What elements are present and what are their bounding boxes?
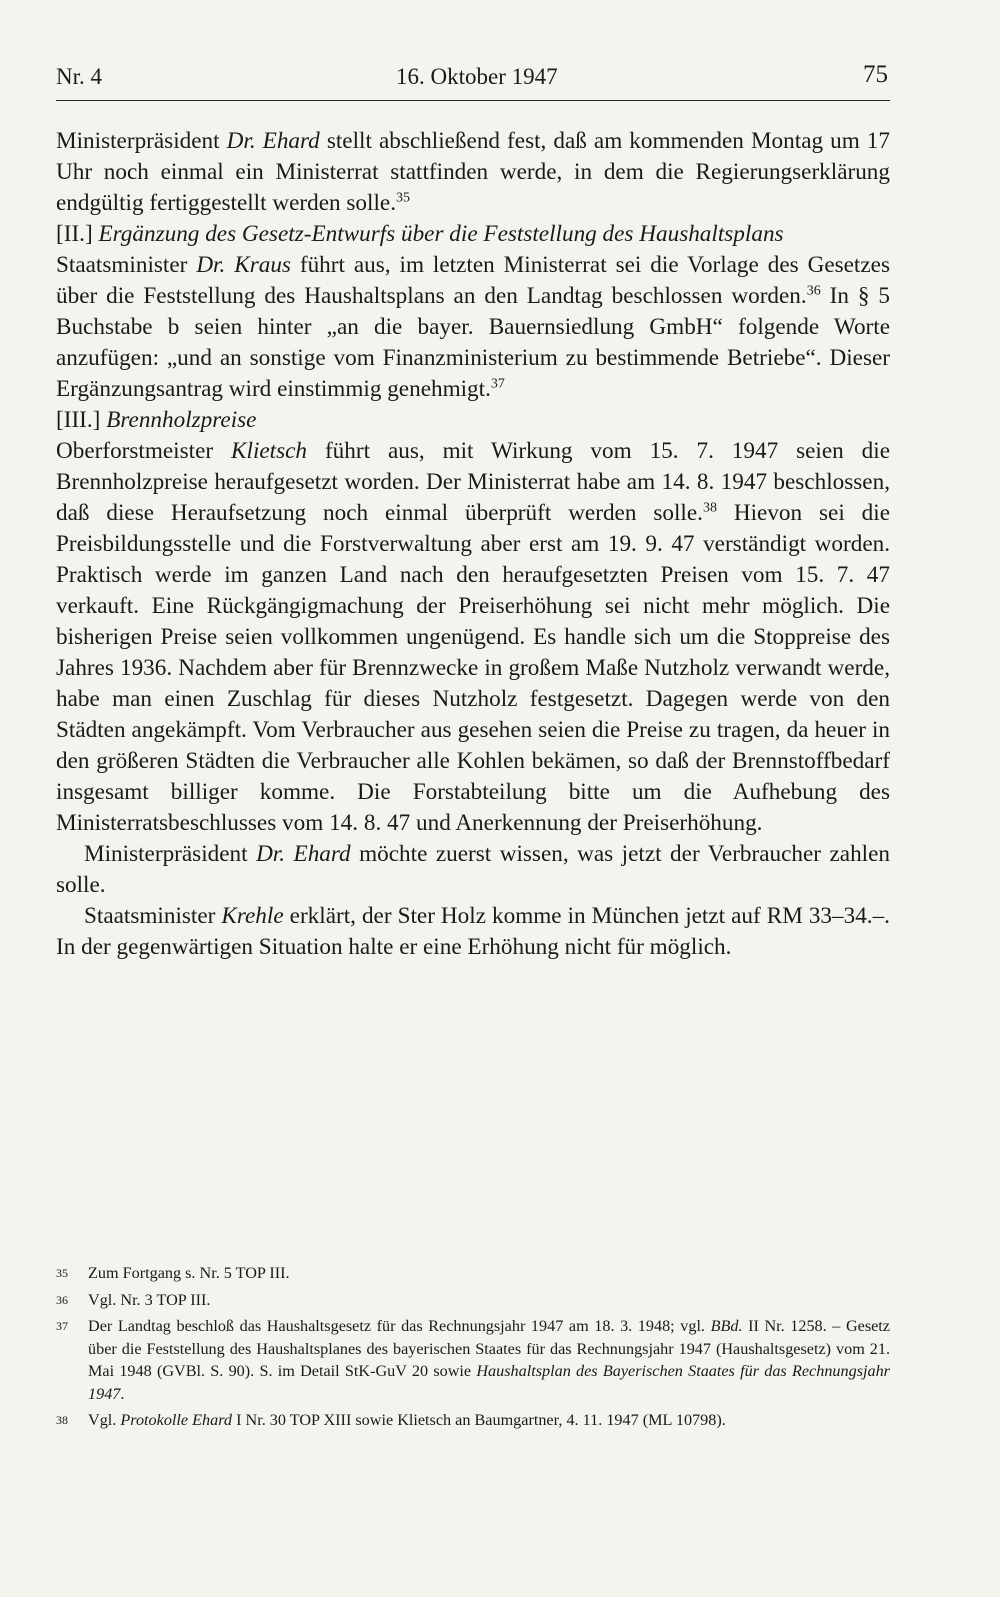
- footnotes: [56, 1262, 890, 1436]
- running-header: [56, 60, 890, 101]
- footnote-number: 37: [56, 1319, 68, 1333]
- footnote-text: Vgl. Nr. 3 TOP III.: [88, 1290, 211, 1309]
- section-title: Brennholzpreise: [100, 407, 257, 433]
- footnote-text: Der Landtag beschloß das Haushaltsgesetz für das Rechnungsjahr 1947 am 18. 3. 1948; vgl. BBd. II Nr. 1258. – Gesetz über die Feststellung des Haushaltsplanes des bayerischen Staates für das Rechnungsjahr 1947 (Haushaltsgesetz) vom 21. Mai 1948 (GVBl. S. 90). S. im Detail StK-GuV 20 sowie Haushaltsplan des Bayerischen Staates für das Rechnungsjahr 1947.: [88, 1317, 890, 1403]
- section-title: Ergänzung des Gesetz-Entwurfs über die Feststellung des Haushaltsplans: [92, 221, 784, 247]
- footnote-number: 35: [56, 1266, 68, 1280]
- section-heading-ii: [56, 219, 890, 250]
- section-number: [II.]: [56, 221, 93, 247]
- footnote-text: Vgl. Protokolle Ehard I Nr. 30 TOP XIII sowie Klietsch an Baumgartner, 4. 11. 1947 (ML 10798).: [88, 1411, 726, 1429]
- paragraph-klietsch: Oberforstmeister Klietsch führt aus, mit Wirkung vom 15. 7. 1947 seien die Brennholzpreise heraufgesetzt worden. Der Ministerrat habe am 14. 8. 1947 beschlossen, daß diese Heraufsetzung noch einmal überprüft werden solle.$^{38}$ Hievon sei die Preisbildungsstelle und die Forstverwaltung aber erst am 19. 9. 47 verständigt worden. Praktisch werde im ganzen Land nach den heraufgesetzten Preisen vom 15. 7. 47 verkauft. Eine Rückgängigmachung der Preiserhöhung sei nicht mehr möglich. Die bisherigen Preise seien vollkommen ungenügend. Es handle sich um die Stoppreise des Jahres 1936. Nachdem aber für Brennzwecke in großem Maße Nutzholz verwandt werde, habe man einen Zuschlag für dieses Nutzholz festgesetzt. Dagegen werde von den Städten angekämpft. Vom Verbraucher aus gesehen seien die Preise zu tragen, da heuer in den größeren Städten die Verbraucher alle Kohlen bekämen, so daß der Brennstoffbedarf insgesamt billiger komme. Die Forstabteilung bitte um die Aufhebung des Ministerratsbeschlusses vom 14. 8. 47 und Anerkennung der Preiserhöhung.: [56, 438, 890, 836]
- speaker-name: Klietsch: [231, 438, 308, 464]
- footnote-35: [56, 1262, 890, 1285]
- section-number: [III.]: [56, 407, 101, 433]
- footnote-36: [56, 1289, 890, 1312]
- speaker-name: Dr. Ehard: [256, 841, 351, 867]
- document-number: Nr. 4: [56, 64, 102, 89]
- paragraph-krehle: Staatsminister Krehle erklärt, der Ster Holz komme in München jetzt auf RM 33–34.–. In der gegenwärtigen Situation halte er eine Erhöhung nicht für möglich.: [56, 903, 890, 960]
- page-number: 75: [863, 61, 888, 88]
- main-text: [56, 126, 890, 963]
- paragraph-ehard-question: Ministerpräsident Dr. Ehard möchte zuerst wissen, was jetzt der Verbraucher zahlen solle.: [56, 841, 891, 898]
- speaker-name: Dr. Ehard: [226, 128, 320, 154]
- paragraph-kraus: Staatsminister Dr. Kraus führt aus, im letzten Ministerrat sei die Vorlage des Gesetzes über die Feststellung des Haushaltsplans an den Landtag beschlossen worden.$^{36}$ In § 5 Buchstabe b seien hinter „an die bayer. Bauernsiedlung GmbH“ folgende Worte anzufügen: „und an sonstige vom Finanzministerium zu bestimmende Betriebe“. Dieser Ergänzungsantrag wird einstimmig genehmigt.$^{37}$: [56, 252, 890, 402]
- session-date: 16. Oktober 1947: [396, 64, 558, 89]
- footnote-38: [56, 1409, 890, 1432]
- speaker-name: Dr. Kraus: [196, 252, 291, 278]
- footnote-number: 38: [56, 1413, 68, 1427]
- footnote-ref-36[interactable]: 36: [806, 283, 821, 299]
- section-heading-iii: [56, 405, 890, 436]
- paragraph-ehard-closing: Ministerpräsident Dr. Ehard stellt abschließend fest, daß am kommenden Montag um 17 Uhr noch einmal ein Ministerrat stattfinden werde, in dem die Regierungserklärung endgültig fertiggestellt werden solle.$^{35}$: [56, 128, 890, 216]
- footnote-37: [56, 1315, 890, 1405]
- footnote-ref-37[interactable]: 37: [490, 376, 505, 392]
- footnote-ref-38[interactable]: 38: [702, 500, 717, 516]
- speaker-name: Krehle: [221, 903, 284, 929]
- footnote-number: 36: [56, 1292, 68, 1307]
- footnote-text: Zum Fortgang s. Nr. 5 TOP III.: [88, 1264, 290, 1282]
- footnote-ref-35[interactable]: 35: [396, 190, 410, 206]
